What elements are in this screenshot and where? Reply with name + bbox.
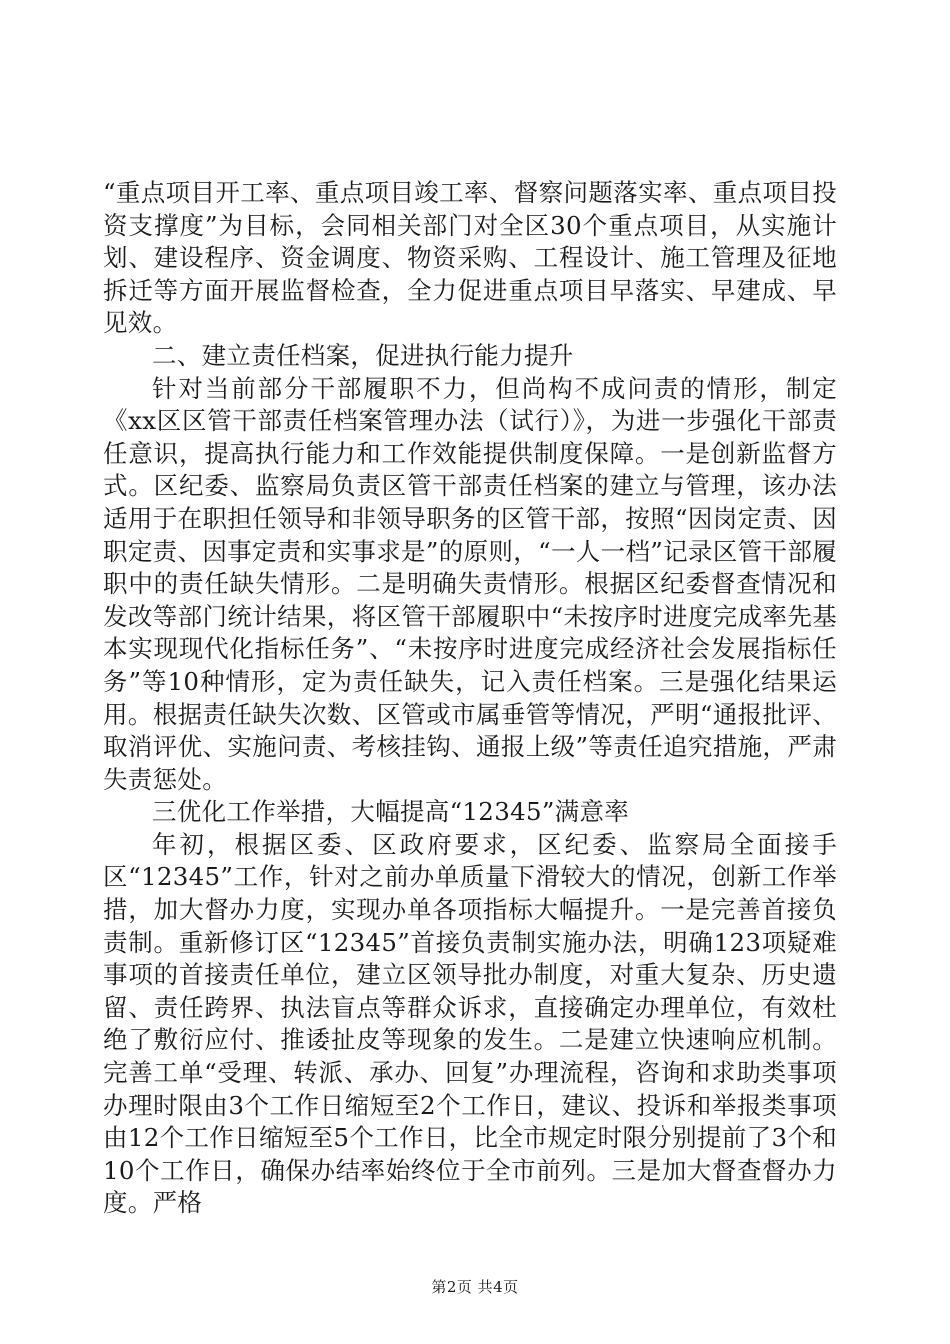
- document-body: [103, 177, 837, 1220]
- page-footer: 第2页 共4页: [431, 1278, 519, 1296]
- paragraph-12345-work: 年初，根据区委、区政府要求，区纪委、监察局全面接手区“12345”工作，针对之前办单质量下滑较大的情况，创新工作举措，加大督办力度，实现办单各项指标大幅提升。一是完善首接负责制。重新修订区“12345”首接负责制实施办法，明确123项疑难事项的首接责任单位，建立区领导批办制度，对重大复杂、历史遗留、责任跨界、执法盲点等群众诉求，直接确定办理单位，有效杜绝了敷衍应付、推诿扯皮等现象的发生。二是建立快速响应机制。完善工单“受理、转派、承办、回复”办理流程，咨询和求助类事项办理时限由3个工作日缩短至2个工作日，建议、投诉和举报类事项由12个工作日缩短至5个工作日，比全市规定时限分别提前了3个和10个工作日，确保办结率始终位于全市前列。三是加大督查督办力度。严格: [103, 829, 837, 1218]
- section-heading-3: 三优化工作举措，大幅提高“12345”满意率: [152, 797, 630, 827]
- paragraph-responsibility-archive: 针对当前部分干部履职不力，但尚构不成问责的情形，制定《xx区区管干部责任档案管理办法（试行）》，为进一步强化干部责任意识，提高执行能力和工作效能提供制度保障。一是创新监督方式。区纪委、监察局负责区管干部责任档案的建立与管理，该办法适用于在职担任领导和非领导职务的区管干部，按照“因岗定责、因职定责、因事定责和实事求是”的原则，“一人一档”记录区管干部履职中的责任缺失情形。二是明确失责情形。根据区纪委督查情况和发改等部门统计结果，将区管干部履职中“未按序时进度完成率先基本实现现代化指标任务”、“未按序时进度完成经济社会发展指标任务”等10种情形，定为责任缺失，记入责任档案。三是强化结果运用。根据责任缺失次数、区管或市属垂管等情况，严明“通报批评、取消评优、实施问责、考核挂钩、通报上级”等责任追究措施，严肃失责惩处。: [103, 373, 837, 794]
- section-heading-2: 二、建立责任档案，促进执行能力提升: [152, 340, 574, 370]
- paragraph-continuation: “重点项目开工率、重点项目竣工率、督察问题落实率、重点项目投资支撑度”为目标，会同相关部门对全区30个重点项目，从实施计划、建设程序、资金调度、物资采购、工程设计、施工管理及征地拆迁等方面开展监督检查，全力促进重点项目早落实、早建成、早见效。: [103, 178, 837, 338]
